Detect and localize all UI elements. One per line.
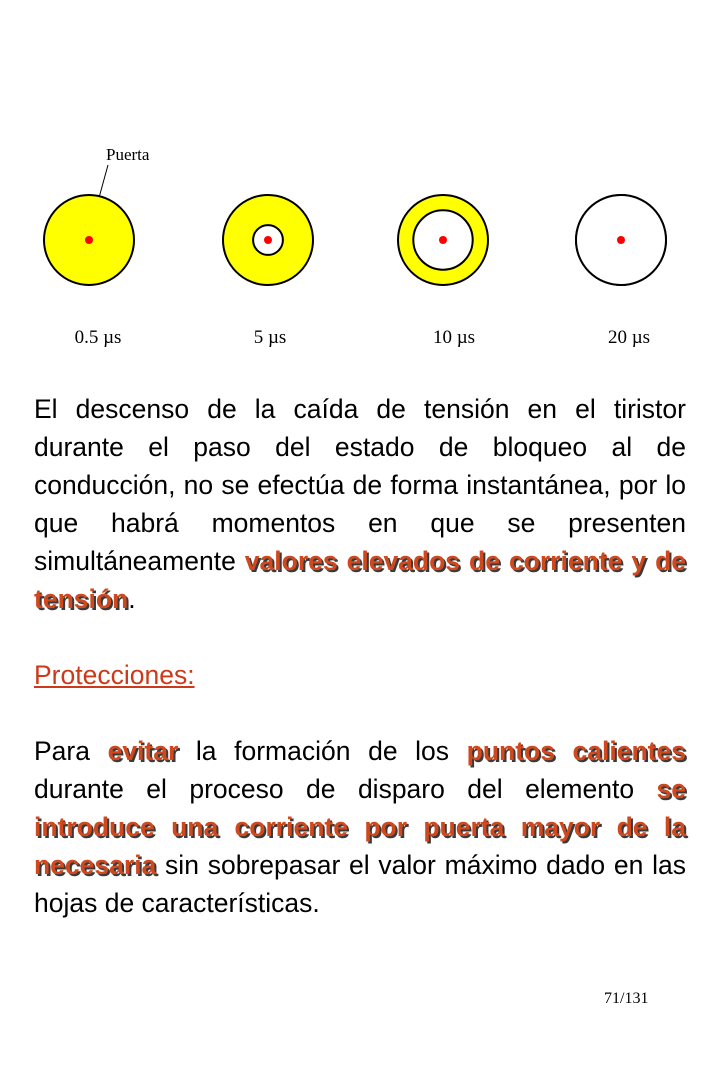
gate-label: Puerta [106, 145, 150, 164]
stage-2-gate [439, 236, 447, 244]
stage-0 [44, 195, 134, 348]
paragraph-turn-on-text: El descenso de la caída de tensión en el tiristor durante el paso del estado de bloqueo al de conducción, no se efectúa de forma instantánea, por lo que habrá momentos en que se presenten simultáneamente [34, 394, 686, 576]
stage-3-gate [617, 236, 625, 244]
stage-1-time-label: 5 µs [253, 327, 287, 348]
highlight-gate-current: se introduce una corriente por puerta mayor de la necesaria [34, 774, 686, 880]
paragraph-protections-part4: sin sobrepasar el valor máximo dado en las hojas de características. [34, 850, 686, 918]
paragraph-turn-on [34, 390, 686, 618]
stage-0-time-label: 0.5 µs [74, 327, 122, 348]
highlight-hot-spots: puntos calientes [466, 736, 686, 766]
stage-1-gate [264, 236, 272, 244]
stage-2-time-label: 10 µs [432, 327, 476, 348]
paragraph-protections-part3: durante el proceso de disparo del elemento [34, 774, 657, 804]
paragraph-protections-part1: Para [34, 736, 108, 766]
paragraph-protections-part2: la formación de los [178, 736, 467, 766]
stage-2 [398, 195, 488, 348]
section-heading-protections: Protecciones: [34, 660, 195, 690]
highlight-high-values: valores elevados de corriente y de tensión [34, 546, 686, 614]
stage-3 [576, 195, 666, 348]
paragraph-protections [34, 732, 686, 922]
stage-0-gate [85, 236, 93, 244]
stage-3-time-label: 20 µs [607, 327, 651, 348]
page-number: 71/131 [604, 990, 649, 1007]
highlight-avoid: evitar [107, 736, 179, 766]
paragraph-turn-on-end: . [128, 584, 136, 614]
turn-on-diagram [0, 0, 720, 360]
stage-1 [223, 195, 313, 348]
